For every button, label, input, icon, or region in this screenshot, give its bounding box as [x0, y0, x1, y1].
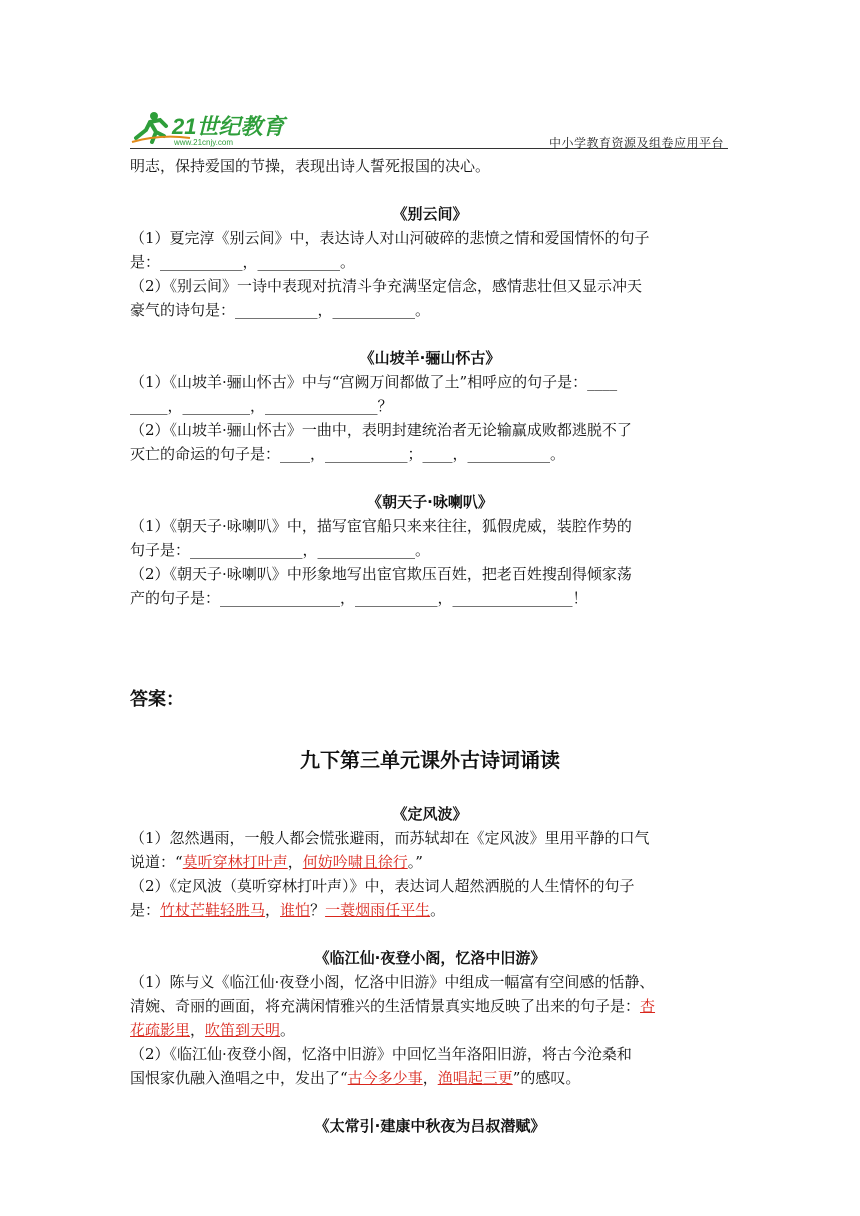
answer-text: 花疏影里 [130, 1021, 191, 1039]
question-line: 句子是：_______________，_____________。 [130, 541, 431, 559]
question-line: （2）《朝天子·咏喇叭》中形象地写出宦官欺压百姓，把老百姓搜刮得倾家荡 [130, 565, 632, 583]
answer-text: 渔唱起三更 [437, 1069, 513, 1087]
answer-text: 谁怕 [280, 901, 311, 919]
answer-text: 杏 [640, 997, 656, 1015]
question-line: （1）《朝天子·咏喇叭》中，描写宦官船只来来往往，狐假虎威，装腔作势的 [130, 517, 632, 535]
answer-line: 国恨家仇融入渔唱之中，发出了“古今多少事，渔唱起三更”的感叹。 [130, 1069, 581, 1087]
answer-line: （2）《定风波（莫听穿林打叶声）》中，表达词人超然洒脱的人生情怀的句子 [130, 877, 635, 895]
answer-text: 古今多少事 [347, 1069, 423, 1087]
answer-text: 莫听穿林打叶声 [182, 853, 288, 871]
answer-line: （1）忽然遇雨，一般人都会慌张避雨，而苏轼却在《定风波》里用平静的口气 [130, 829, 650, 847]
answer-text: 吹笛到天明 [205, 1021, 281, 1039]
question-line: 灭亡的命运的句子是：____，___________；____，___________。 [130, 445, 566, 463]
question-line: （1）夏完淳《别云间》中，表达诗人对山河破碎的悲愤之情和爱国情怀的句子 [130, 229, 650, 247]
answer-section-title: 《太常引·建康中秋夜为吕叔潜赋》 [314, 1117, 546, 1135]
answer-line: （2）《临江仙·夜登小阁，忆洛中旧游》中回忆当年洛阳旧游，将古今沧桑和 [130, 1045, 632, 1063]
logo-url: www.21cnjy.com [174, 138, 233, 147]
answer-label: 答案： [130, 689, 184, 710]
answer-text: 竹杖芒鞋轻胜马 [160, 901, 266, 919]
question-line: （2）《山坡羊·骊山怀古》一曲中，表明封建统治者无论输赢成败都逃脱不了 [130, 421, 632, 439]
question-line: _____，_________，_______________？ [130, 397, 393, 415]
question-line: （2）《别云间》一诗中表现对抗清斗争充满坚定信念，感情悲壮但又显示冲天 [130, 277, 643, 295]
header-divider [130, 148, 728, 149]
section-title: 《别云间》 [392, 205, 468, 223]
section-title: 《朝天子·咏喇叭》 [367, 493, 493, 511]
question-line: 产的句子是：________________，___________，________________！ [130, 589, 588, 607]
question-line: （1）《山坡羊·骊山怀古》中与“宫阙万间都做了土”相呼应的句子是：____ [130, 373, 618, 391]
answer-section-title: 《临江仙·夜登小阁，忆洛中旧游》 [314, 949, 546, 967]
page-header [130, 108, 728, 150]
answer-line: （1）陈与义《临江仙·夜登小阁，忆洛中旧游》中组成一幅富有空间感的恬静、 [130, 973, 655, 991]
intro-line: 明志，保持爱国的节操，表现出诗人誓死报国的决心。 [130, 157, 491, 175]
document-body [130, 154, 730, 1138]
logo-text: 21世纪教育 [172, 114, 285, 139]
answer-text: 何妨吟啸且徐行 [302, 853, 408, 871]
answer-line: 是：竹杖芒鞋轻胜马，谁怕？一蓑烟雨任平生。 [130, 901, 446, 919]
answer-line: 清婉、奇丽的画面，将充满闲情雅兴的生活情景真实地反映了出来的句子是：杏 [130, 997, 656, 1015]
section-title: 《山坡羊·骊山怀古》 [359, 349, 501, 367]
answer-line: 花疏影里，吹笛到天明。 [130, 1021, 296, 1039]
unit-title: 九下第三单元课外古诗词诵读 [300, 748, 560, 772]
answer-line: 说道：“莫听穿林打叶声，何妨吟啸且徐行。” [130, 853, 423, 871]
site-logo [130, 108, 290, 148]
answer-text: 一蓑烟雨任平生 [325, 901, 431, 919]
question-line: 豪气的诗句是：___________，___________。 [130, 301, 431, 319]
question-line: 是：___________，___________。 [130, 253, 356, 271]
answer-section-title: 《定风波》 [392, 805, 468, 823]
platform-name: 中小学教育资源及组卷应用平台 [548, 136, 724, 150]
